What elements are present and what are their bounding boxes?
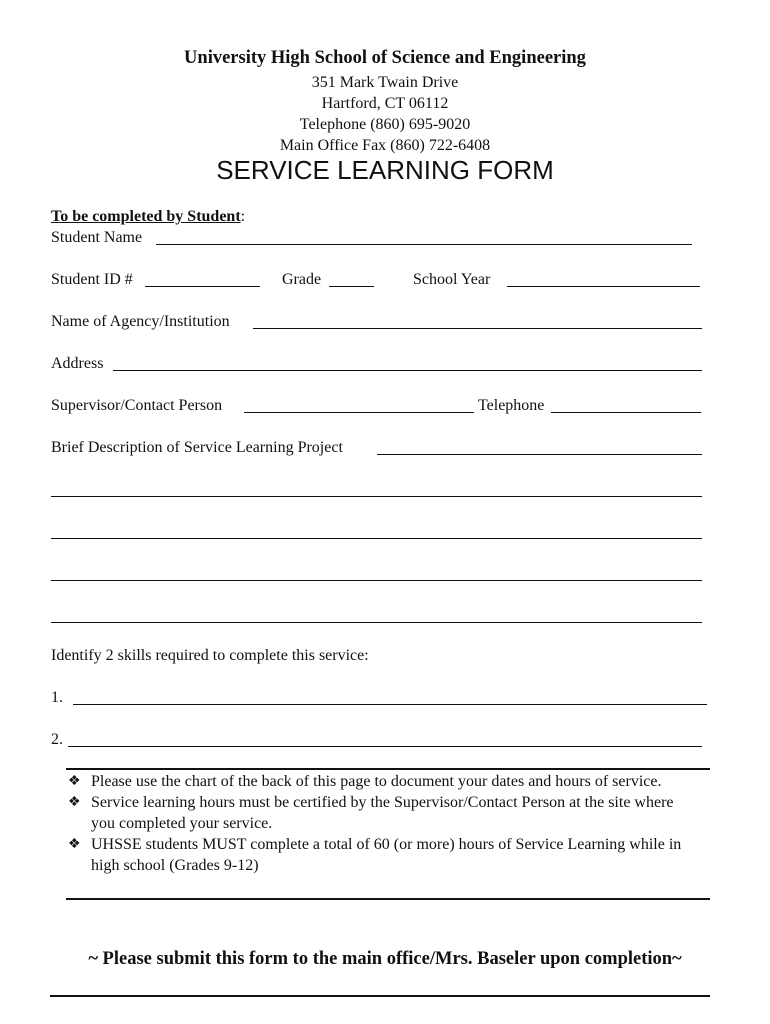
address-field[interactable] — [113, 370, 702, 371]
note-item — [68, 834, 698, 876]
description-line[interactable] — [51, 538, 702, 539]
telephone-field[interactable] — [551, 412, 701, 413]
student-id-field[interactable] — [145, 286, 260, 287]
agency-field[interactable] — [253, 328, 702, 329]
skill-2-field[interactable] — [68, 746, 702, 747]
address-label: Address — [51, 355, 104, 372]
school-address: 351 Mark Twain Drive — [311, 74, 459, 91]
notes-bottom-rule — [66, 898, 710, 900]
supervisor-field[interactable] — [244, 412, 474, 413]
student-name-label: Student Name — [51, 229, 143, 246]
agency-label: Name of Agency/Institution — [51, 313, 230, 330]
telephone-label: Telephone — [478, 397, 545, 414]
school-year-label: School Year — [413, 271, 491, 288]
supervisor-label: Supervisor/Contact Person — [51, 397, 223, 414]
student-section-heading — [51, 207, 245, 227]
skill-1-field[interactable] — [73, 704, 707, 705]
school-name: University High School of Science and Engineering — [184, 48, 586, 68]
skills-prompt: Identify 2 skills required to complete this service: — [51, 647, 369, 664]
note-text: Service learning hours must be certified by the Supervisor/Contact Person at the site where you completed your service. — [91, 794, 674, 832]
description-label: Brief Description of Service Learning Project — [51, 439, 343, 456]
skill-2-label: 2. — [51, 731, 63, 748]
grade-field[interactable] — [329, 286, 374, 287]
note-text: Please use the chart of the back of this page to document your dates and hours of service. — [91, 773, 662, 790]
notes-list — [68, 771, 698, 876]
description-line[interactable] — [51, 496, 702, 497]
diamond-bullet-icon: ❖ — [68, 774, 81, 789]
description-field[interactable] — [377, 454, 702, 455]
student-name-field[interactable] — [156, 244, 692, 245]
student-section-heading-text: To be completed by Student — [51, 208, 241, 225]
form-title: SERVICE LEARNING FORM — [216, 155, 554, 185]
notes-top-rule — [66, 768, 710, 770]
description-line[interactable] — [51, 580, 702, 581]
note-item — [68, 771, 698, 792]
diamond-bullet-icon: ❖ — [68, 795, 81, 810]
submit-instruction: ~ Please submit this form to the main office/Mrs. Baseler upon completion~ — [88, 949, 682, 969]
footer-rule — [50, 995, 710, 997]
diamond-bullet-icon: ❖ — [68, 837, 81, 852]
note-item — [68, 792, 698, 834]
note-text: UHSSE students MUST complete a total of 60 (or more) hours of Service Learning while in high school (Grades 9-12) — [91, 836, 682, 874]
school-year-field[interactable] — [507, 286, 700, 287]
skill-1-label: 1. — [51, 689, 63, 706]
student-section-heading-colon: : — [240, 208, 246, 225]
school-telephone: Telephone (860) 695-9020 — [299, 116, 471, 133]
description-line[interactable] — [51, 622, 702, 623]
school-city: Hartford, CT 06112 — [321, 95, 449, 112]
school-fax: Main Office Fax (860) 722-6408 — [279, 137, 491, 154]
student-id-label: Student ID # — [51, 271, 133, 288]
grade-label: Grade — [282, 271, 322, 288]
